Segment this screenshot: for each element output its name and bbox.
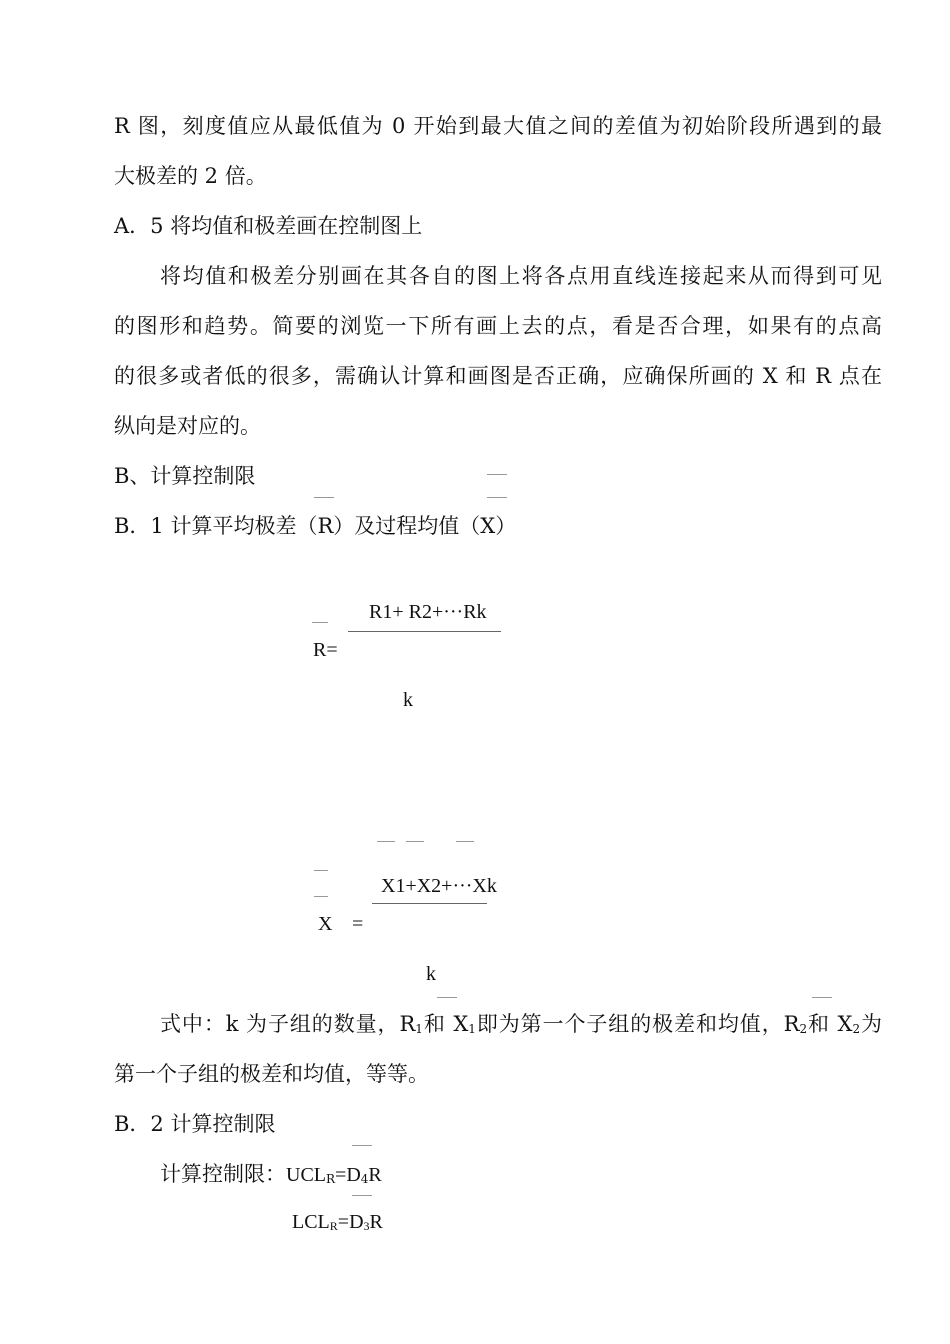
overline-mark — [377, 841, 395, 842]
paragraph-line: 将均值和极差分别画在其各自的图上将各点用直线连接起来从而得到可见 — [160, 264, 882, 288]
control-limit-ucl — [160, 1160, 382, 1189]
formula-lhs: X — [318, 913, 333, 935]
subscript: 1 — [468, 1022, 476, 1036]
overline-mark — [812, 997, 832, 998]
subscript: 4 — [360, 1172, 369, 1186]
note-text: 和 X — [422, 1012, 469, 1036]
section-heading-b2: B．2 计算控制限 — [114, 1112, 276, 1136]
paragraph-line: 纵向是对应的。 — [114, 414, 261, 438]
note-text: 为 — [860, 1012, 883, 1036]
overline-mark — [314, 497, 334, 498]
overline-mark — [352, 1145, 372, 1146]
section-heading-b1: B．1 计算平均极差（R）及过程均值（X） — [114, 514, 517, 538]
section-heading-b: B、计算控制限 — [114, 464, 256, 488]
ucl-text: =D — [335, 1164, 361, 1186]
note-line — [160, 1010, 882, 1038]
note-text: 即为第一个子组的极差和均值，R — [475, 1012, 800, 1036]
lcl-text: LCL — [292, 1211, 330, 1233]
control-limit-lcl — [292, 1208, 383, 1236]
paragraph-line: R 图，刻度值应从最低值为 0 开始到最大值之间的差值为初始阶段所遇到的最 — [114, 114, 882, 138]
subscript: 2 — [852, 1022, 861, 1036]
overline-mark — [437, 997, 457, 998]
overline-mark — [352, 1195, 372, 1196]
formula-denominator: k — [403, 689, 413, 711]
section-heading-a5: A．5 将均值和极差画在控制图上 — [114, 214, 423, 238]
overline-mark — [406, 841, 424, 842]
lcl-text: =D — [337, 1211, 364, 1233]
control-limit-label: 计算控制限： — [160, 1162, 286, 1186]
subscript: 2 — [799, 1022, 808, 1036]
overline-mark — [487, 474, 507, 475]
ucl-text: R — [368, 1164, 382, 1186]
fraction-line — [372, 903, 487, 904]
formula-denominator: k — [426, 963, 436, 985]
paragraph-line: 大极差的 2 倍。 — [114, 164, 267, 188]
overline-mark — [312, 622, 328, 623]
note-text: 式中：k 为子组的数量，R — [160, 1012, 416, 1036]
overline-mark — [314, 870, 328, 871]
formula-lhs: R= — [313, 639, 338, 661]
note-line: 第一个子组的极差和均值，等等。 — [114, 1062, 429, 1086]
subscript: R — [329, 1219, 338, 1233]
lcl-text: R — [369, 1211, 383, 1233]
paragraph-line: 的很多或者低的很多，需确认计算和画图是否正确，应确保所画的 X 和 R 点在 — [114, 364, 882, 388]
overline-mark — [314, 896, 328, 897]
subscript: R — [326, 1172, 336, 1186]
fraction-line — [348, 631, 501, 632]
formula-numerator: R1+ R2+···Rk — [369, 601, 487, 623]
overline-mark — [456, 841, 474, 842]
formula-numerator: X1+X2+···Xk — [381, 875, 497, 897]
formula-equals: = — [352, 913, 364, 935]
paragraph-line: 的图形和趋势。简要的浏览一下所有画上去的点，看是否合理，如果有的点高 — [114, 314, 882, 338]
subscript: 1 — [415, 1022, 423, 1036]
subscript: 3 — [363, 1219, 370, 1233]
note-text: 和 X — [807, 1012, 853, 1036]
overline-mark — [487, 497, 507, 498]
ucl-text: UCL — [286, 1164, 326, 1186]
